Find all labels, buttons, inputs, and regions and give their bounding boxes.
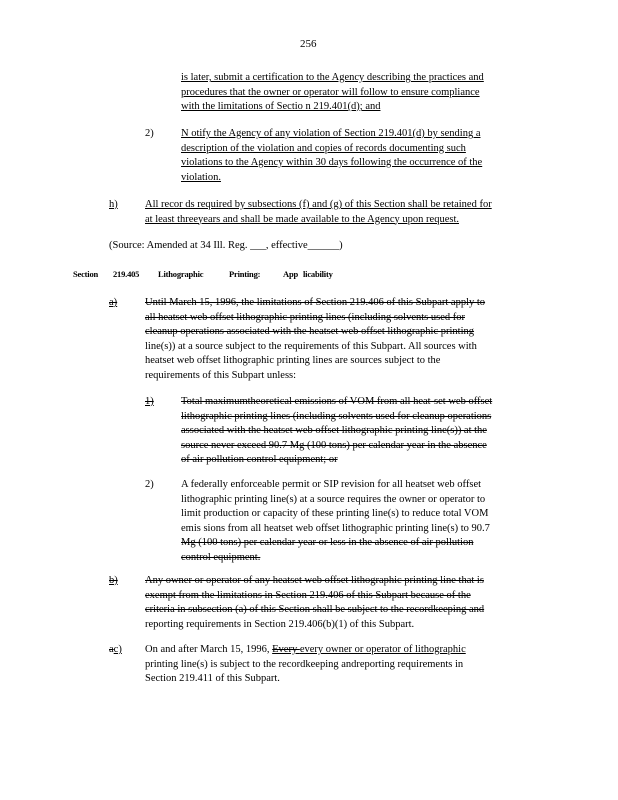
text-line: associated with the heatset web offset lithographic printing line(s)) at the xyxy=(181,425,487,436)
subsection-a-paragraph xyxy=(145,296,485,383)
text-line: Any owner or operator of any heatset web offset lithographic printing line that is xyxy=(145,575,484,586)
section-heading-title-1: Lithographic xyxy=(158,269,204,279)
subsection-b-label: b) xyxy=(109,575,118,586)
struck-word: Every xyxy=(272,644,300,655)
text-line: printing line(s) is subject to the recordkeeping andreporting requirements in xyxy=(145,658,464,670)
text-line: with the limitations of Sectio n 219.401(d); and xyxy=(181,101,381,112)
item-a2-paragraph xyxy=(181,478,490,565)
item-2-paragraph xyxy=(181,127,482,185)
text-line: description of the violation and copies of records documenting such xyxy=(181,142,466,154)
text-line: All recor ds required by subsections (f) and (g) of this Section shall be retained for xyxy=(145,199,492,210)
text-line: Section 219.411 of this Subpart. xyxy=(145,673,280,684)
text-line: reporting requirements in Section 219.406(b)(1) of this Subpart. xyxy=(145,618,415,630)
page-number: 256 xyxy=(300,38,317,50)
text-line: Total maximumtheoretical emissions of VOM from all heat-set web offset xyxy=(181,396,493,407)
text-line: of air pollution control equipment; or xyxy=(181,454,338,465)
text-line: source never exceed 90.7 Mg (100 tons) per calendar year in the absence xyxy=(181,439,487,451)
text-line: is later, submit a certification to the Agency describing the practices and xyxy=(181,72,484,83)
subsection-b-paragraph xyxy=(145,574,484,632)
text-line: heatset web offset lithographic printing lines are sources subject to the xyxy=(145,355,441,366)
text-line: violation. xyxy=(181,171,221,183)
continuation-paragraph xyxy=(181,71,484,115)
text-segment: On and after March 15, 1996, xyxy=(145,644,273,655)
text-line: limit production or capacity of these printing line(s) to reduce total VOM xyxy=(181,508,489,519)
text-line: criteria in subsection (a) of this Section shall be subject to the recordkeeping and xyxy=(145,604,485,615)
inserted-text: every owner or operator of lithographic xyxy=(299,644,466,655)
section-heading-title-2: Printing: xyxy=(229,269,261,279)
label-struck-part: a xyxy=(109,644,114,655)
section-heading-title-3: App xyxy=(283,269,298,279)
text-line: procedures that the owner or operator will follow to ensure compliance xyxy=(181,86,480,98)
subsection-a-label: a) xyxy=(109,297,118,308)
item-2-label: 2) xyxy=(145,128,154,139)
item-a1-label: 1) xyxy=(145,396,154,407)
text-line: Until March 15, 1996, the limitations of Section 219.406 of this Subpart apply to xyxy=(145,297,486,308)
subsection-c-label xyxy=(109,643,122,658)
text-line: violations to the Agency within 30 days following the occurrence of the xyxy=(181,157,483,168)
text-line: lithographic printing lines (including solvents used for cleanup operations xyxy=(181,410,492,422)
section-heading-number: 219.405 xyxy=(113,269,140,279)
text-line: requirements of this Subpart unless: xyxy=(145,369,297,381)
label-inserted-part: c) xyxy=(113,644,122,655)
text-line: A federally enforceable permit or SIP revision for all heatset web offset xyxy=(181,479,482,490)
item-a1-paragraph xyxy=(181,395,492,468)
section-heading-word: Section xyxy=(73,269,99,279)
subsection-h-label: h) xyxy=(109,199,118,210)
item-a2-label: 2) xyxy=(145,479,154,490)
text-line: control equipment. xyxy=(181,551,261,563)
text-line: exempt from the limitations in Section 219.406 of this Subpart because of the xyxy=(145,589,471,601)
text-line: all heatset web offset lithographic printing lines (including solvents used for xyxy=(145,311,465,323)
section-heading-title-4: licability xyxy=(303,269,333,279)
text-line xyxy=(145,643,466,658)
text-line: at least threeyears and shall be made available to the Agency upon request. xyxy=(145,213,460,225)
source-note: (Source: Amended at 34 Ill. Reg. ___, effective______) xyxy=(109,240,343,251)
text-line: emis sions from all heatset web offset lithographic printing line(s) to 90.7 xyxy=(181,522,490,534)
text-line: Mg (100 tons) per calendar year or less in the absence of air pollution xyxy=(181,537,474,548)
text-line: N otify the Agency of any violation of Section 219.401(d) by sending a xyxy=(181,128,481,139)
subsection-c-paragraph xyxy=(145,643,466,687)
text-line: line(s)) at a source subject to the requirements of this Subpart. All sources with xyxy=(145,340,477,352)
text-line: lithographic printing line(s) at a source requires the owner or operator to xyxy=(181,493,486,505)
subsection-h-paragraph xyxy=(145,198,492,227)
text-line: cleanup operations associated with the heatset web offset lithographic printing xyxy=(145,326,475,337)
